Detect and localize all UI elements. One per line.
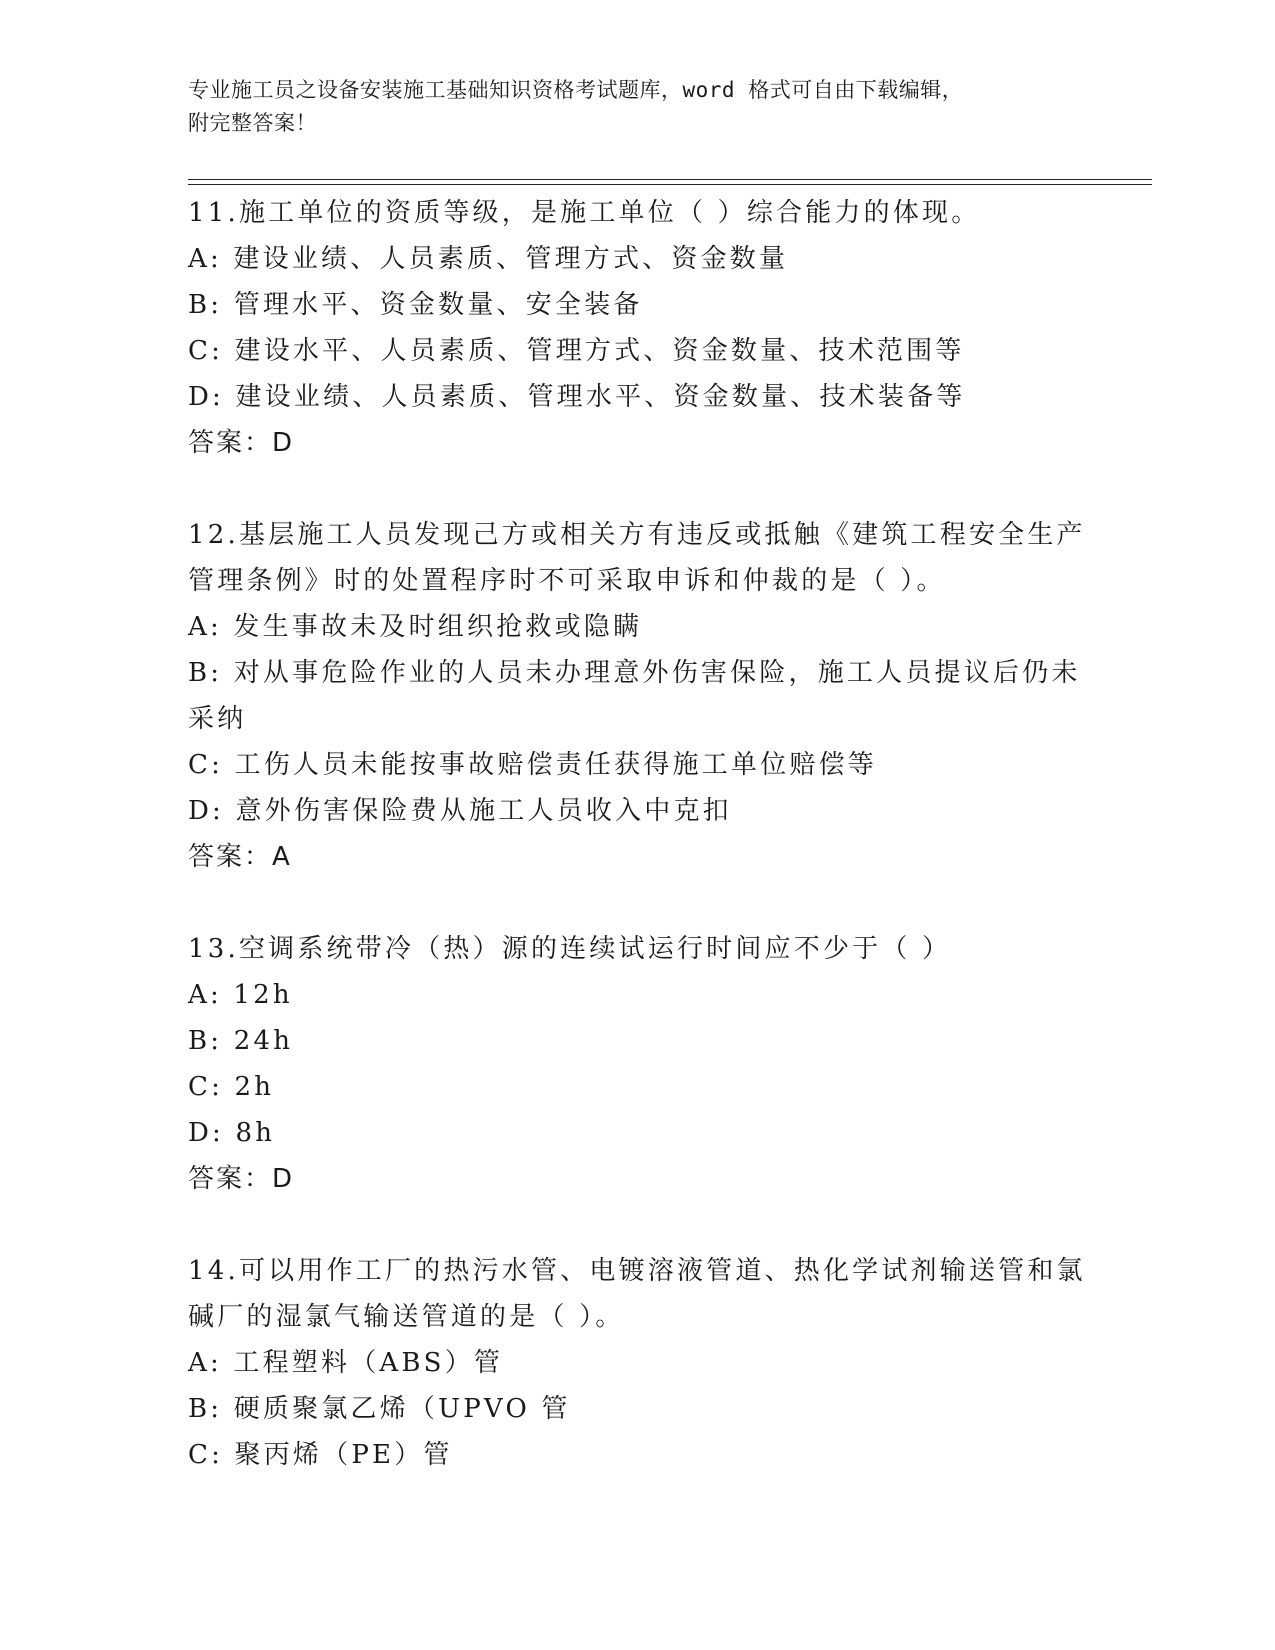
option-a: A: 建设业绩、人员素质、管理方式、资金数量 (188, 244, 789, 274)
question-stem: 11.施工单位的资质等级，是施工单位（ ）综合能力的体现。 (188, 198, 981, 228)
question-list (188, 190, 1088, 1524)
question-12 (188, 512, 1088, 880)
option-c: C: 建设水平、人员素质、管理方式、资金数量、技术范围等 (188, 336, 965, 366)
option-b-continued: 采纳 (188, 704, 247, 734)
answer-label: 答案：D (188, 1164, 295, 1194)
option-c: C: 2h (188, 1072, 275, 1102)
option-b: B: 对从事危险作业的人员未办理意外伤害保险，施工人员提议后仍未 (188, 658, 1081, 688)
question-stem-continued: 管理条例》时的处置程序时不可采取申诉和仲裁的是（ ）。 (188, 566, 946, 596)
header-divider-top (188, 179, 1152, 180)
header-line-2: 附完整答案！ (188, 111, 317, 135)
document-header (188, 74, 1068, 140)
option-a: A: 12h (188, 980, 293, 1010)
question-stem: 13.空调系统带冷（热）源的连续试运行时间应不少于（ ） (188, 934, 952, 964)
option-c: C: 工伤人员未能按事故赔偿责任获得施工单位赔偿等 (188, 750, 877, 780)
header-line-1: 专业施工员之设备安装施工基础知识资格考试题库，word 格式可自由下载编辑， (188, 78, 964, 102)
question-14 (188, 1248, 1088, 1478)
answer-label: 答案：A (188, 842, 292, 872)
option-c: C: 聚丙烯（PE）管 (188, 1440, 453, 1470)
question-stem: 14.可以用作工厂的热污水管、电镀溶液管道、热化学试剂输送管和氯 (188, 1256, 1086, 1286)
option-b: B: 管理水平、资金数量、安全装备 (188, 290, 643, 320)
question-13 (188, 926, 1088, 1202)
header-divider-bottom (188, 184, 1152, 185)
option-d: D: 8h (188, 1118, 276, 1148)
option-d: D: 意外伤害保险费从施工人员收入中克扣 (188, 796, 732, 826)
question-11 (188, 190, 1088, 466)
option-a: A: 发生事故未及时组织抢救或隐瞒 (188, 612, 643, 642)
answer-label: 答案：D (188, 428, 295, 458)
question-stem-continued: 碱厂的湿氯气输送管道的是（ ）。 (188, 1302, 625, 1332)
option-d: D: 建设业绩、人员素质、管理水平、资金数量、技术装备等 (188, 382, 966, 412)
option-a: A: 工程塑料（ABS）管 (188, 1348, 504, 1378)
option-b: B: 24h (188, 1026, 294, 1056)
question-stem: 12.基层施工人员发现己方或相关方有违反或抵触《建筑工程安全生产 (188, 520, 1086, 550)
option-b: B: 硬质聚氯乙烯（UPVO 管 (188, 1394, 571, 1424)
